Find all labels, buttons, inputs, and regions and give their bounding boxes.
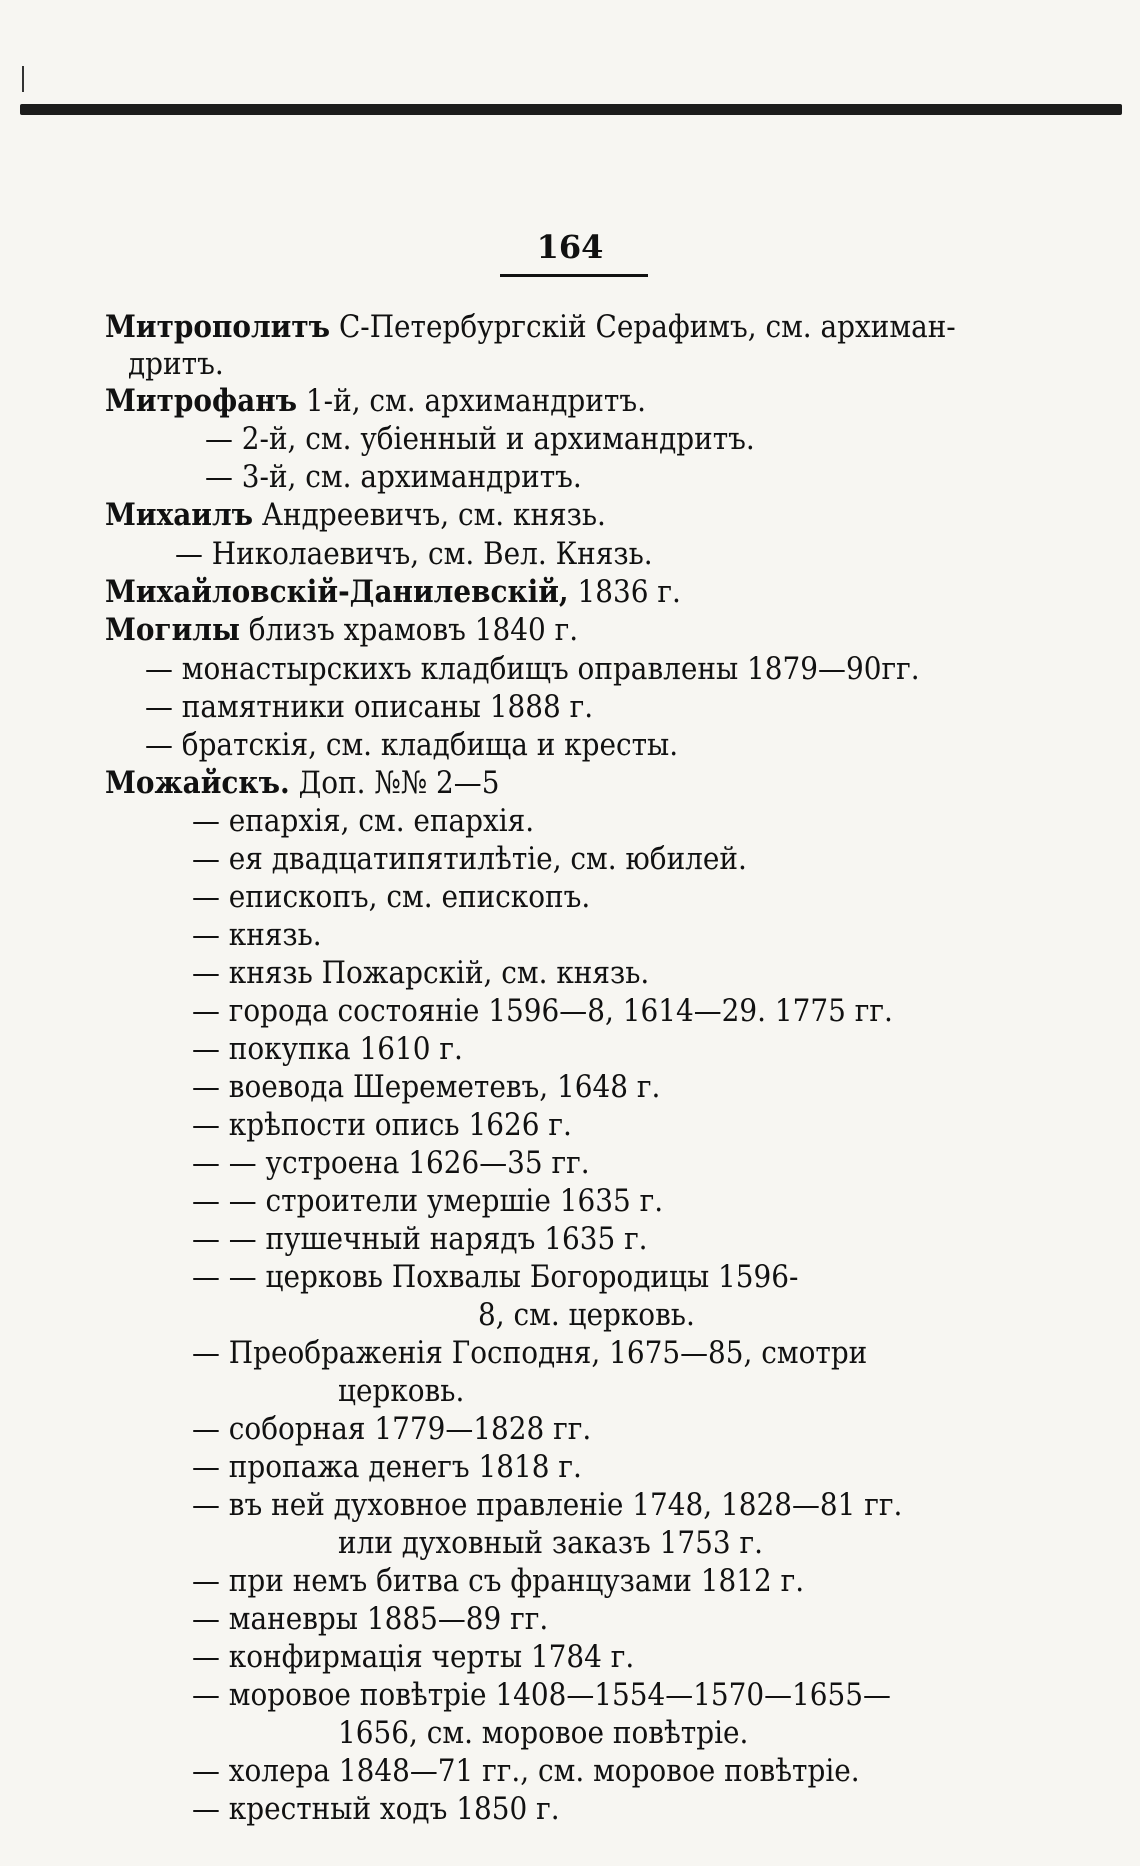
index-line: — — строители умершіе 1635 г. [192, 1183, 664, 1219]
index-line: Могилы близъ храмовъ 1840 г. [105, 612, 579, 648]
index-line: — братскія, см. кладбища и кресты. [145, 727, 679, 763]
index-line: — при немъ битва съ французами 1812 г. [192, 1563, 805, 1599]
index-line: — князь. [192, 917, 322, 953]
index-line: 1656, см. моровое повѣтріе. [338, 1715, 749, 1751]
index-line: — пропажа денегъ 1818 г. [192, 1449, 582, 1485]
index-line: — конфирмація черты 1784 г. [192, 1639, 635, 1675]
index-line: или духовный заказъ 1753 г. [338, 1525, 764, 1561]
index-line: 8, см. церковь. [478, 1297, 695, 1333]
top-border-rule [20, 104, 1122, 115]
index-line: — въ ней духовное правленіе 1748, 1828—81 гг. [192, 1487, 903, 1523]
index-line: — монастырскихъ кладбищъ оправлены 1879—90гг. [145, 651, 920, 687]
index-line: Митрополитъ С-Петербургскій Серафимъ, см. архиман- [105, 309, 956, 345]
index-line: — Николаевичъ, см. Вел. Князь. [175, 536, 653, 572]
index-line: — крѣпости опись 1626 г. [192, 1107, 572, 1143]
index-line: — епархія, см. епархія. [192, 803, 535, 839]
page-number-underline [500, 274, 648, 277]
index-line: Митрофанъ 1-й, см. архимандритъ. [105, 383, 646, 419]
page-edge-mark [22, 66, 24, 92]
index-line: Михаилъ Андреевичъ, см. князь. [105, 497, 606, 533]
index-line: — маневры 1885—89 гг. [192, 1601, 549, 1637]
index-line: — ея двадцатипятилѣтіе, см. юбилей. [192, 841, 747, 877]
index-line: — воевода Шереметевъ, 1648 г. [192, 1069, 661, 1105]
page-number: 164 [536, 228, 604, 266]
index-line: Можайскъ. Доп. №№ 2—5 [105, 765, 500, 801]
index-line: — Преображенія Господня, 1675—85, смотри [192, 1335, 868, 1371]
index-line: — памятники описаны 1888 г. [145, 689, 594, 725]
index-line: — — пушечный нарядъ 1635 г. [192, 1221, 648, 1257]
index-line: — епископъ, см. епископъ. [192, 879, 591, 915]
index-line: — города состояніе 1596—8, 1614—29. 1775 гг. [192, 993, 893, 1029]
index-line: — князь Пожарскій, см. князь. [192, 955, 650, 991]
index-line: — — церковь Похвалы Богородицы 1596- [192, 1259, 799, 1295]
index-line: — покупка 1610 г. [192, 1031, 463, 1067]
index-line: — крестный ходъ 1850 г. [192, 1791, 560, 1827]
index-line: — 3-й, см. архимандритъ. [205, 459, 582, 495]
index-line: — соборная 1779—1828 гг. [192, 1411, 592, 1447]
index-line: — — устроена 1626—35 гг. [192, 1145, 590, 1181]
index-line: — холера 1848—71 гг., см. моровое повѣтріе. [192, 1753, 860, 1789]
index-line: Михайловскій-Данилевскій, 1836 г. [105, 574, 681, 610]
index-line: — 2-й, см. убіенный и архимандритъ. [205, 421, 755, 457]
index-line: дритъ. [128, 346, 224, 382]
index-line: — моровое повѣтріе 1408—1554—1570—1655— [192, 1677, 891, 1713]
index-line: церковь. [338, 1373, 465, 1409]
